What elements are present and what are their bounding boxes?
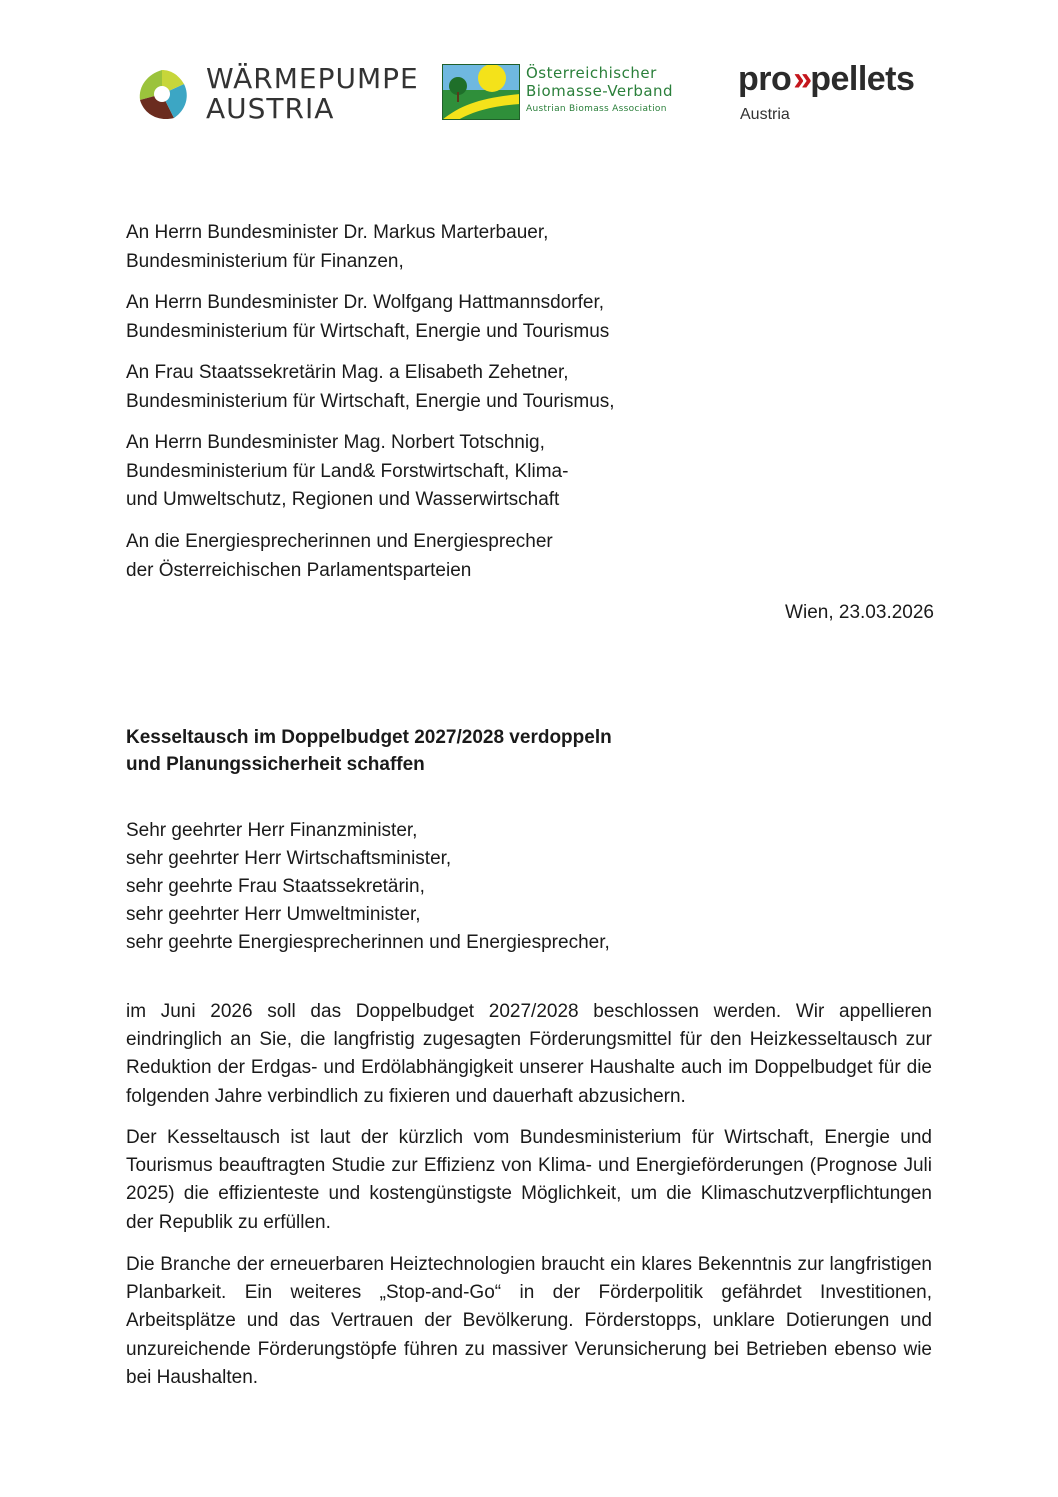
waermepumpe-line2: AUSTRIA — [206, 92, 335, 125]
letter-date: Wien, 23.03.2026 — [785, 602, 934, 623]
addressee-line: An Herrn Bundesminister Dr. Markus Marterbauer, — [126, 222, 549, 243]
addressee-line: Bundesministerium für Wirtschaft, Energie und Tourismus — [126, 320, 610, 342]
addressee-line: und Umweltschutz, Regionen und Wasserwirtschaft — [126, 489, 560, 510]
propellets-logo — [738, 60, 948, 130]
waermepumpe-line1: WÄRMEPUMPE — [206, 62, 419, 95]
addressee-block-4 — [126, 429, 936, 515]
biomasse-landscape-icon — [442, 64, 520, 120]
subject-line-1: Kesseltausch im Doppelbudget 2027/2028 verdoppeln — [126, 727, 612, 748]
salutation-line: sehr geehrte Frau Staatssekretärin, — [126, 876, 425, 897]
addressee-line: An Frau Staatssekretärin Mag. a Elisabeth Zehetner, — [126, 362, 569, 383]
body-paragraph-3 — [126, 1251, 932, 1392]
salutation-block — [126, 817, 610, 957]
biomasse-verband-logo — [442, 64, 692, 124]
salutation-line: sehr geehrter Herr Umweltminister, — [126, 904, 421, 925]
paragraph-text: Der Kesseltausch ist laut der kürzlich vom Bundesministerium für Wirtschaft, Energie und Tourismus beauftragten Studie zur Effizienz von Klima- und Energieförderungen (Prognose Juli 2025) die effizienteste und kostengünstigste Möglichkeit, um die Klimaschutzverpflichtungen der Republik zu erfüllen. — [126, 1127, 932, 1233]
addressee-block-1 — [126, 219, 936, 276]
salutation-line: sehr geehrter Herr Wirtschaftsminister, — [126, 848, 452, 869]
addressee-block-5 — [126, 528, 936, 585]
addressee-line: der Österreichischen Parlamentsparteien — [126, 559, 472, 581]
waermepumpe-austria-logo — [134, 62, 419, 128]
salutation-line: sehr geehrte Energiesprecherinnen und Energiesprecher, — [126, 932, 610, 953]
addressee-line: Bundesministerium für Land& Forstwirtschaft, Klima- — [126, 460, 569, 482]
propellets-wordmark — [738, 60, 914, 99]
addressee-block-2 — [126, 289, 936, 346]
salutation-line: Sehr geehrter Herr Finanzminister, — [126, 820, 418, 841]
addressee-block-3 — [126, 359, 936, 416]
subject-line-2: und Planungssicherheit schaffen — [126, 754, 425, 775]
body-paragraph-2 — [126, 1124, 932, 1237]
addressee-line: An die Energiesprecherinnen und Energiesprecher — [126, 531, 553, 552]
letter-subject — [126, 724, 926, 778]
addressee-line: Bundesministerium für Wirtschaft, Energie und Tourismus, — [126, 390, 615, 412]
propellets-arrows-icon: » — [793, 60, 809, 98]
body-paragraph-1 — [126, 998, 932, 1111]
biomasse-line1: Österreichischer — [526, 64, 657, 82]
biomasse-line2: Biomasse-Verband — [526, 82, 674, 100]
paragraph-text: im Juni 2026 soll das Doppelbudget 2027/2028 beschlossen werden. Wir appellieren eindringlich an Sie, die langfristig zugesagten Förderungsmittel für den Heizkesseltausch zur Reduktion der Erdgas- und Erdölabhängigkeit unserer Haushalte auch im Doppelbudget für die folgenden Jahre verbindlich zu fixieren und dauerhaft abzusichern. — [126, 1001, 932, 1107]
addressee-line: Bundesministerium für Finanzen, — [126, 250, 404, 272]
paragraph-text: Die Branche der erneuerbaren Heiztechnologien braucht ein klares Bekenntnis zur langfristigen Planbarkeit. Ein weiteres „Stop-and-Go“ in der Förderpolitik gefährdet Investitionen, Arbeitsplätze und das Vertrauen der Bevölkerung. Förderstopps, unklare Dotierungen und unzureichende Förderungstöpfe führen zu massiver Verunsicherung bei Betrieben ebenso wie bei Haushalten. — [126, 1254, 932, 1388]
propellets-brand-left: pro — [738, 60, 792, 98]
propellets-brand-right: pellets — [810, 60, 915, 98]
addressee-line: An Herrn Bundesminister Mag. Norbert Totschnig, — [126, 432, 545, 453]
biomasse-line3: Austrian Biomass Association — [526, 104, 667, 114]
waermepumpe-logo-icon — [134, 66, 190, 122]
propellets-sub: Austria — [740, 106, 790, 123]
addressee-line: An Herrn Bundesminister Dr. Wolfgang Hattmannsdorfer, — [126, 292, 605, 313]
